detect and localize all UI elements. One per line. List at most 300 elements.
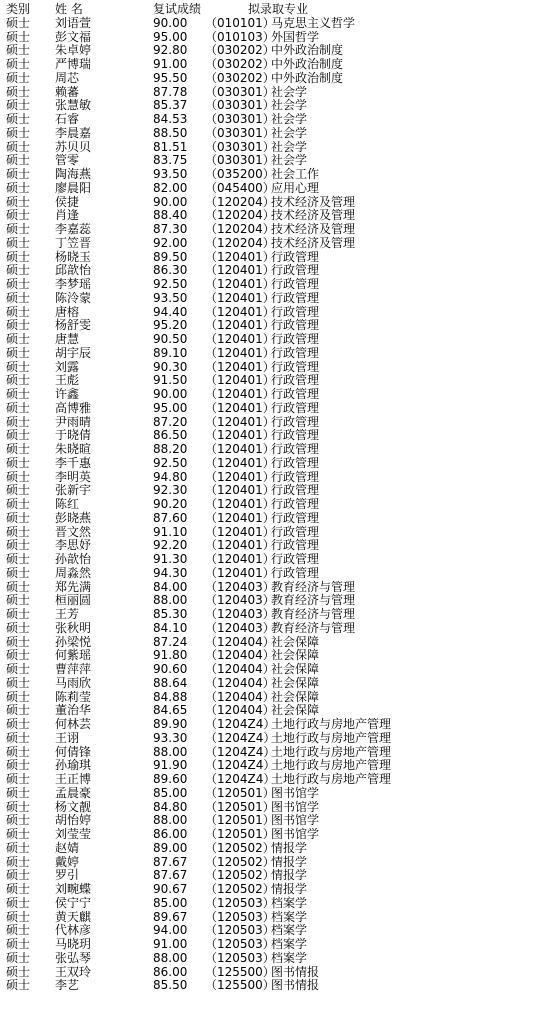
cell-code: （030301） (205, 153, 275, 168)
table-row (0, 402, 540, 416)
cell-name: 何紫瑶 (55, 648, 92, 663)
table-row (0, 154, 540, 168)
table-row (0, 567, 540, 581)
cell-code: （120502） (205, 882, 275, 896)
cell-type: 硕士 (6, 318, 31, 333)
cell-type: 硕士 (6, 153, 31, 168)
cell-score: 87.78 (153, 84, 188, 99)
cell-major: 行政管理 (271, 538, 320, 553)
cell-type: 硕士 (6, 249, 31, 264)
cell-code: （010103） (205, 29, 275, 44)
cell-major: 情报学 (271, 868, 308, 883)
cell-name: 周芯 (55, 70, 80, 85)
cell-name: 戴婷 (55, 854, 80, 869)
cell-name: 李艺 (55, 978, 80, 993)
cell-major: 情报学 (271, 882, 308, 896)
cell-major: 行政管理 (271, 387, 320, 401)
cell-type: 硕士 (6, 112, 31, 126)
cell-major: 行政管理 (271, 455, 320, 470)
table-row (0, 677, 540, 691)
table-row (0, 787, 540, 801)
cell-type: 硕士 (6, 882, 31, 896)
cell-type: 硕士 (6, 57, 31, 71)
cell-score: 90.60 (153, 662, 188, 676)
table-row (0, 938, 540, 952)
cell-name: 李明英 (55, 469, 92, 484)
cell-score: 90.20 (153, 497, 188, 511)
cell-score: 85.30 (153, 607, 188, 621)
cell-code: （120404） (205, 662, 275, 676)
cell-score: 87.60 (153, 510, 188, 525)
table-row (0, 732, 540, 746)
table-row (0, 539, 540, 553)
cell-type: 硕士 (6, 455, 31, 470)
cell-major: 行政管理 (271, 414, 320, 429)
cell-type: 硕士 (6, 827, 31, 841)
cell-type: 硕士 (6, 538, 31, 553)
cell-code: （120401） (205, 359, 275, 374)
cell-type: 硕士 (6, 937, 31, 951)
cell-score: 87.24 (153, 634, 188, 649)
table-row (0, 264, 540, 278)
cell-score: 83.75 (153, 153, 188, 168)
cell-name: 马雨欣 (55, 675, 92, 690)
cell-score: 93.50 (153, 167, 188, 181)
cell-name: 赵婧 (55, 840, 80, 855)
cell-name: 王诩 (55, 730, 80, 745)
cell-score: 88.00 (153, 744, 188, 759)
cell-name: 彭文福 (55, 29, 92, 44)
cell-score: 89.60 (153, 772, 188, 786)
cell-score: 84.65 (153, 703, 188, 718)
cell-code: （030301） (205, 84, 275, 99)
cell-score: 92.50 (153, 455, 188, 470)
cell-code: （120204） (205, 222, 275, 236)
cell-name: 何林芸 (55, 717, 92, 731)
cell-major: 社会保障 (271, 634, 320, 649)
cell-type: 硕士 (6, 428, 31, 443)
cell-score: 95.00 (153, 29, 188, 44)
cell-score: 94.80 (153, 469, 188, 484)
table-row (0, 622, 540, 636)
cell-major: 行政管理 (271, 442, 320, 456)
cell-name: 赖蕃 (55, 84, 80, 99)
cell-score: 93.30 (153, 730, 188, 745)
cell-major: 社会学 (271, 125, 308, 140)
cell-type: 硕士 (6, 290, 31, 305)
cell-type: 硕士 (6, 662, 31, 676)
cell-type: 硕士 (6, 744, 31, 759)
cell-type: 硕士 (6, 222, 31, 236)
cell-major: 土地行政与房地产管理 (271, 772, 392, 786)
cell-code: （125500） (205, 964, 275, 979)
cell-name: 廖晨阳 (55, 180, 92, 195)
table-row (0, 966, 540, 980)
cell-score: 91.50 (153, 373, 188, 388)
cell-code: （120401） (205, 442, 275, 456)
cell-type: 硕士 (6, 565, 31, 580)
cell-type: 硕士 (6, 675, 31, 690)
table-row (0, 498, 540, 512)
cell-score: 95.50 (153, 70, 188, 85)
cell-score: 92.80 (153, 43, 188, 58)
cell-name: 张秋明 (55, 620, 92, 635)
cell-major: 土地行政与房地产管理 (271, 717, 392, 731)
cell-score: 94.30 (153, 565, 188, 580)
table-row (0, 17, 540, 31)
cell-major: 应用心理 (271, 180, 320, 195)
table-row (0, 484, 540, 498)
cell-major: 土地行政与房地产管理 (271, 758, 392, 773)
cell-score: 94.00 (153, 923, 188, 938)
cell-major: 中外政治制度 (271, 43, 344, 58)
cell-type: 硕士 (6, 400, 31, 415)
cell-type: 硕士 (6, 840, 31, 855)
cell-major: 行政管理 (271, 497, 320, 511)
cell-type: 硕士 (6, 785, 31, 800)
header-row (0, 3, 540, 17)
table-row (0, 333, 540, 347)
cell-name: 邱歆怡 (55, 263, 92, 278)
cell-type: 硕士 (6, 373, 31, 388)
cell-code: （030301） (205, 125, 275, 140)
cell-score: 88.40 (153, 208, 188, 223)
cell-major: 中外政治制度 (271, 70, 344, 85)
cell-name: 杨晓玉 (55, 249, 92, 264)
table-row (0, 443, 540, 457)
cell-code: （120502） (205, 840, 275, 855)
cell-code: （120401） (205, 332, 275, 346)
cell-score: 84.10 (153, 620, 188, 635)
cell-major: 土地行政与房地产管理 (271, 744, 392, 759)
cell-code: （120401） (205, 428, 275, 443)
cell-major: 行政管理 (271, 332, 320, 346)
cell-name: 孟晨豪 (55, 785, 92, 800)
cell-major: 社会学 (271, 139, 308, 154)
cell-major: 图书情报 (271, 978, 320, 993)
cell-score: 89.90 (153, 717, 188, 731)
cell-name: 于晓倩 (55, 428, 92, 443)
cell-name: 王正博 (55, 772, 92, 786)
cell-name: 彭晓燕 (55, 510, 92, 525)
cell-name: 马晓玥 (55, 937, 92, 951)
cell-code: （120401） (205, 565, 275, 580)
cell-major: 技术经济及管理 (271, 194, 356, 209)
cell-type: 硕士 (6, 909, 31, 924)
cell-score: 88.50 (153, 125, 188, 140)
cell-name: 张新宇 (55, 483, 92, 498)
cell-name: 许鑫 (55, 387, 80, 401)
table-row (0, 223, 540, 237)
cell-major: 教育经济与管理 (271, 620, 356, 635)
cell-code: （120403） (205, 579, 275, 594)
cell-code: （030202） (205, 57, 275, 71)
table-row (0, 292, 540, 306)
cell-type: 硕士 (6, 180, 31, 195)
cell-name: 唐榕 (55, 304, 80, 319)
cell-code: （120401） (205, 400, 275, 415)
cell-name: 孙歆怡 (55, 552, 92, 566)
cell-name: 尹雨晴 (55, 414, 92, 429)
cell-score: 94.40 (153, 304, 188, 319)
cell-code: （120502） (205, 854, 275, 869)
cell-code: （1204Z4） (205, 772, 276, 786)
cell-code: （120501） (205, 785, 275, 800)
cell-major: 行政管理 (271, 469, 320, 484)
cell-code: （120401） (205, 524, 275, 539)
cell-name: 胡宇辰 (55, 345, 92, 360)
cell-score: 95.20 (153, 318, 188, 333)
cell-code: （125500） (205, 978, 275, 993)
cell-type: 硕士 (6, 70, 31, 85)
cell-name: 郑先满 (55, 579, 92, 594)
table-row (0, 196, 540, 210)
cell-score: 87.67 (153, 868, 188, 883)
cell-score: 92.20 (153, 538, 188, 553)
cell-score: 91.90 (153, 758, 188, 773)
cell-name: 管零 (55, 153, 80, 168)
header-major: 拟录取专业 (248, 2, 309, 16)
cell-type: 硕士 (6, 868, 31, 883)
cell-name: 黄天麒 (55, 909, 92, 924)
cell-major: 图书馆学 (271, 799, 320, 814)
cell-name: 何倩锋 (55, 744, 92, 759)
cell-type: 硕士 (6, 263, 31, 278)
cell-major: 档案学 (271, 909, 308, 924)
cell-type: 硕士 (6, 964, 31, 979)
cell-type: 硕士 (6, 359, 31, 374)
cell-code: （120401） (205, 510, 275, 525)
table-row (0, 99, 540, 113)
cell-name: 罗引 (55, 868, 80, 883)
cell-score: 84.00 (153, 579, 188, 594)
cell-score: 93.50 (153, 290, 188, 305)
cell-code: （120401） (205, 552, 275, 566)
table-row (0, 113, 540, 127)
table-row (0, 759, 540, 773)
cell-score: 85.50 (153, 978, 188, 993)
cell-name: 刘语萱 (55, 15, 92, 30)
table-row (0, 388, 540, 402)
cell-major: 行政管理 (271, 552, 320, 566)
cell-major: 中外政治制度 (271, 57, 344, 71)
cell-score: 92.30 (153, 483, 188, 498)
cell-score: 84.53 (153, 112, 188, 126)
cell-score: 84.88 (153, 689, 188, 704)
cell-name: 丁笠晋 (55, 235, 92, 250)
cell-name: 胡怡婷 (55, 813, 92, 828)
cell-name: 王双玲 (55, 964, 92, 979)
cell-major: 社会保障 (271, 662, 320, 676)
cell-type: 硕士 (6, 510, 31, 525)
cell-score: 88.64 (153, 675, 188, 690)
cell-code: （120401） (205, 455, 275, 470)
cell-name: 晋文然 (55, 524, 92, 539)
cell-code: （120404） (205, 689, 275, 704)
cell-score: 87.20 (153, 414, 188, 429)
cell-major: 行政管理 (271, 263, 320, 278)
cell-code: （120204） (205, 235, 275, 250)
cell-name: 唐慧 (55, 332, 80, 346)
table-row (0, 773, 540, 787)
table-row (0, 869, 540, 883)
cell-major: 外国哲学 (271, 29, 320, 44)
cell-code: （045400） (205, 180, 275, 195)
cell-code: （120401） (205, 263, 275, 278)
cell-type: 硕士 (6, 304, 31, 319)
cell-name: 陈莉莹 (55, 689, 92, 704)
cell-score: 91.30 (153, 552, 188, 566)
cell-score: 90.50 (153, 332, 188, 346)
cell-code: （120204） (205, 208, 275, 223)
cell-name: 朱晓暄 (55, 442, 92, 456)
cell-type: 硕士 (6, 772, 31, 786)
cell-code: （1204Z4） (205, 717, 276, 731)
cell-name: 朱卓婷 (55, 43, 92, 58)
cell-type: 硕士 (6, 854, 31, 869)
cell-type: 硕士 (6, 758, 31, 773)
table-row (0, 471, 540, 485)
cell-type: 硕士 (6, 414, 31, 429)
cell-score: 92.00 (153, 235, 188, 250)
cell-code: （010101） (205, 15, 275, 30)
cell-code: （030202） (205, 43, 275, 58)
cell-code: （120401） (205, 483, 275, 498)
cell-score: 91.00 (153, 57, 188, 71)
table-row (0, 814, 540, 828)
cell-major: 社会学 (271, 112, 308, 126)
cell-type: 硕士 (6, 332, 31, 346)
cell-code: （120501） (205, 799, 275, 814)
cell-type: 硕士 (6, 730, 31, 745)
cell-score: 88.00 (153, 813, 188, 828)
cell-name: 刘畹蝶 (55, 882, 92, 896)
cell-type: 硕士 (6, 579, 31, 594)
cell-code: （1204Z4） (205, 744, 276, 759)
cell-major: 行政管理 (271, 318, 320, 333)
table-row (0, 141, 540, 155)
cell-code: （120401） (205, 277, 275, 291)
cell-major: 教育经济与管理 (271, 607, 356, 621)
cell-score: 85.00 (153, 895, 188, 910)
table-row (0, 374, 540, 388)
table-row (0, 718, 540, 732)
cell-name: 杨舒雯 (55, 318, 92, 333)
cell-major: 行政管理 (271, 373, 320, 388)
table-row (0, 842, 540, 856)
cell-major: 行政管理 (271, 290, 320, 305)
cell-name: 刘露 (55, 359, 80, 374)
table-row (0, 44, 540, 58)
cell-code: （120401） (205, 290, 275, 305)
cell-type: 硕士 (6, 923, 31, 938)
cell-major: 社会工作 (271, 167, 320, 181)
cell-major: 情报学 (271, 840, 308, 855)
cell-type: 硕士 (6, 235, 31, 250)
header-name: 姓 名 (55, 2, 83, 16)
cell-major: 行政管理 (271, 483, 320, 498)
cell-major: 图书情报 (271, 964, 320, 979)
cell-code: （1204Z4） (205, 758, 276, 773)
cell-code: （120401） (205, 373, 275, 388)
cell-name: 李梦瑶 (55, 277, 92, 291)
table-row (0, 952, 540, 966)
cell-name: 李思妤 (55, 538, 92, 553)
cell-name: 陈红 (55, 497, 80, 511)
cell-type: 硕士 (6, 799, 31, 814)
cell-type: 硕士 (6, 125, 31, 140)
table-row (0, 457, 540, 471)
cell-code: （120404） (205, 675, 275, 690)
cell-score: 85.00 (153, 785, 188, 800)
table-row (0, 72, 540, 86)
cell-type: 硕士 (6, 717, 31, 731)
cell-score: 89.10 (153, 345, 188, 360)
cell-type: 硕士 (6, 469, 31, 484)
cell-name: 陈泠蒙 (55, 290, 92, 305)
cell-name: 李嘉蕊 (55, 222, 92, 236)
cell-name: 王芳 (55, 607, 80, 621)
cell-name: 李千惠 (55, 455, 92, 470)
cell-name: 石睿 (55, 112, 80, 126)
cell-code: （030202） (205, 70, 275, 85)
cell-score: 82.00 (153, 180, 188, 195)
cell-score: 92.50 (153, 277, 188, 291)
cell-code: （030301） (205, 139, 275, 154)
cell-type: 硕士 (6, 524, 31, 539)
cell-score: 86.00 (153, 827, 188, 841)
cell-name: 侯宁宁 (55, 895, 92, 910)
cell-name: 陶海燕 (55, 167, 92, 181)
cell-type: 硕士 (6, 648, 31, 663)
cell-code: （030301） (205, 112, 275, 126)
cell-major: 土地行政与房地产管理 (271, 730, 392, 745)
cell-code: （120204） (205, 194, 275, 209)
cell-name: 孙瑜琪 (55, 758, 92, 773)
cell-type: 硕士 (6, 689, 31, 704)
cell-type: 硕士 (6, 950, 31, 965)
cell-major: 行政管理 (271, 277, 320, 291)
table-row (0, 828, 540, 842)
cell-type: 硕士 (6, 167, 31, 181)
table-row (0, 429, 540, 443)
cell-score: 91.80 (153, 648, 188, 663)
table-row (0, 594, 540, 608)
cell-code: （120401） (205, 469, 275, 484)
cell-code: （1204Z4） (205, 730, 276, 745)
cell-score: 85.37 (153, 98, 188, 113)
cell-type: 硕士 (6, 84, 31, 99)
table-row (0, 237, 540, 251)
cell-major: 行政管理 (271, 359, 320, 374)
table-row (0, 361, 540, 375)
cell-major: 行政管理 (271, 565, 320, 580)
cell-score: 88.00 (153, 950, 188, 965)
cell-type: 硕士 (6, 497, 31, 511)
table-row (0, 856, 540, 870)
cell-major: 行政管理 (271, 428, 320, 443)
cell-name: 侯捷 (55, 194, 80, 209)
cell-major: 社会学 (271, 153, 308, 168)
cell-score: 90.00 (153, 387, 188, 401)
cell-type: 硕士 (6, 552, 31, 566)
cell-major: 社会保障 (271, 689, 320, 704)
cell-score: 90.30 (153, 359, 188, 374)
table-row (0, 209, 540, 223)
cell-type: 硕士 (6, 15, 31, 30)
cell-name: 周淼然 (55, 565, 92, 580)
cell-major: 档案学 (271, 923, 308, 938)
